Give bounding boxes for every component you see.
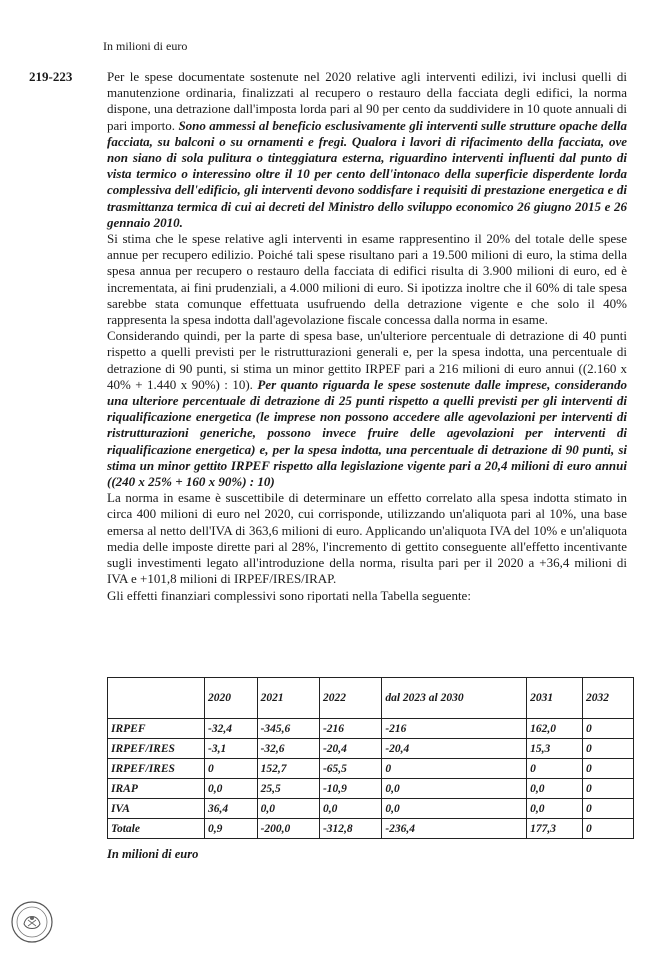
table-cell: 0 — [582, 739, 633, 759]
table-row — [108, 779, 634, 799]
table-cell: -345,6 — [257, 719, 319, 739]
table-unit-note: In milioni di euro — [107, 847, 199, 861]
row-label: IRPEF — [108, 719, 205, 739]
official-seal-icon — [10, 900, 54, 944]
paragraph-3-text: Considerando quindi, per la parte di spesa base, un'ulteriore percentuale di detrazione di 40 punti rispetto a quelli previsti per le ristrutturazioni generali e, per la spesa indotta, una percentuale di detrazione di 90 punti, si stima un minor gettito IRPEF pari a 216 milioni di euro annui ((2.160 x 40% + 1.440 x 90%) : 10). — [107, 328, 627, 392]
row-label: IRPEF/IRES — [108, 739, 205, 759]
table-cell: -10,9 — [319, 779, 381, 799]
table-cell: 177,3 — [527, 819, 583, 839]
table-cell: 0 — [582, 799, 633, 819]
table-cell: 0 — [582, 819, 633, 839]
table-cell: -65,5 — [319, 759, 381, 779]
paragraph-1-text: Per le spese documentate sostenute nel 2020 relative agli interventi edilizi, ivi inclusi quelli di manutenzione ordinaria, finalizzati al recupero o restauro della facciata degli edifici, la norma dispone, una detrazione dall'imposta lorda pari al 90 per cento da suddividere in 10 quote annuali di pari importo. — [107, 69, 627, 133]
paragraph-4: La norma in esame è suscettibile di determinare un effetto correlato alla spesa indotta stimato in circa 400 milioni di euro nel 2020, cui corrisponde, utilizzando un'aliquota pari al 10%, una base emersa al netto dell'IVA di 363,6 milioni di euro. Applicando un'aliquota IVA del 10% e un'aliquota media delle imposte dirette pari al 28%, l'incremento di gettito conseguente all'effetto incentivante sugli investimenti legato all'introduzione della norma, risulta pari per il 2020 a +36,4 milioni di IVA e +101,8 milioni di IRPEF/IRES/IRAP. — [107, 490, 627, 587]
table-header-cell: dal 2023 al 2030 — [382, 678, 527, 719]
page-header-unit-note: In milioni di euro — [103, 39, 188, 53]
table-cell: 162,0 — [527, 719, 583, 739]
paragraph-3 — [107, 328, 627, 490]
paragraph-1 — [107, 69, 627, 231]
table-header-cell — [108, 678, 205, 719]
table-cell: 0 — [582, 759, 633, 779]
paragraph-3-emphasis: Per quanto riguarda le spese sostenute dalle imprese, considerando una ulteriore percentuale di detrazione di 25 punti rispetto a quelli previsti per gli interventi di riqualificazione energetica (le imprese non possono accedere alle agevolazioni per interventi di ristrutturazioni generiche, possono invece fruire delle agevolazioni per interventi di riqualificazione energetica) e, per la spesa indotta, una percentuale di detrazione di 90 punti, si stima un minor gettito IRPEF rispetto alla legislazione vigente pari a 20,4 milioni di euro annui ((240 x 25% + 160 x 90%) : 10) — [107, 376, 627, 490]
table-header-cell: 2020 — [205, 678, 258, 719]
row-label: IRAP — [108, 779, 205, 799]
table-row — [108, 719, 634, 739]
table-cell: -236,4 — [382, 819, 527, 839]
table-cell: 0 — [382, 759, 527, 779]
table-cell: 0 — [205, 759, 258, 779]
table-cell: 0 — [527, 759, 583, 779]
table-cell: -20,4 — [319, 739, 381, 759]
table-cell: 0 — [582, 779, 633, 799]
table-cell: 0,0 — [257, 799, 319, 819]
table-cell: 0,0 — [205, 779, 258, 799]
section-number: 219-223 — [29, 69, 73, 84]
table-header-cell: 2031 — [527, 678, 583, 719]
paragraph-1-emphasis: Sono ammessi al beneficio esclusivamente gli interventi sulle strutture opache della facciata, su balconi o su ornamenti e fregi. Qualora i lavori di rifacimento della facciata, ove non siano di sola pulitura o tinteggiatura esterna, riguardino interventi influenti dal punto di vista termico o interessino oltre il 10 per cento dell'intonaco della superficie disperdente lorda complessiva dell'edificio, gli interventi devono soddisfare i requisiti di prestazione energetica e di trasmittanza termica di cui ai decreti del Ministro dello sviluppo economico 26 giugno 2015 e 26 gennaio 2010. — [107, 117, 627, 230]
financial-effects-table — [107, 677, 634, 839]
table-row — [108, 739, 634, 759]
table-cell: -216 — [319, 719, 381, 739]
table-cell: -32,4 — [205, 719, 258, 739]
paragraph-2: Si stima che le spese relative agli interventi in esame rappresentino il 20% del totale delle spese annue per recupero edilizio. Poiché tali spese risultano pari a 19.500 milioni di euro, la stima della spesa annua per recupero o restauro della facciata di edifici risulta di 3.900 milioni di euro, ed è incrementata, ai fini prudenziali, a 4.000 milioni di euro. Si ipotizza inoltre che il 60% di tale spesa sarebbe stata comunque effettuata usufruendo della detrazione vigente e che solo il 40% rappresenta la spesa indotta dall'agevolazione fiscale concessa dalla norma in esame. — [107, 231, 627, 328]
table-cell: 0,0 — [527, 799, 583, 819]
table-cell: 0,0 — [527, 779, 583, 799]
row-label: IVA — [108, 799, 205, 819]
table-cell: -200,0 — [257, 819, 319, 839]
table-header-cell: 2022 — [319, 678, 381, 719]
table-cell: 36,4 — [205, 799, 258, 819]
paragraph-5: Gli effetti finanziari complessivi sono riportati nella Tabella seguente: — [107, 587, 471, 603]
table-cell: 15,3 — [527, 739, 583, 759]
table-header-cell: 2021 — [257, 678, 319, 719]
table-cell: 0,0 — [319, 799, 381, 819]
table-cell: -32,6 — [257, 739, 319, 759]
table-cell: 152,7 — [257, 759, 319, 779]
table-row — [108, 799, 634, 819]
table-header-row — [108, 678, 634, 719]
table-cell: 0,0 — [382, 779, 527, 799]
table-cell: 0,9 — [205, 819, 258, 839]
table-cell: 0,0 — [382, 799, 527, 819]
table-cell: -20,4 — [382, 739, 527, 759]
table-cell: -3,1 — [205, 739, 258, 759]
table-row — [108, 759, 634, 779]
table-cell: 0 — [582, 719, 633, 739]
row-label: Totale — [108, 819, 205, 839]
table-cell: 25,5 — [257, 779, 319, 799]
table-row-total — [108, 819, 634, 839]
row-label: IRPEF/IRES — [108, 759, 205, 779]
table-cell: -312,8 — [319, 819, 381, 839]
table-header-cell: 2032 — [582, 678, 633, 719]
table-cell: -216 — [382, 719, 527, 739]
document-body — [107, 69, 627, 604]
